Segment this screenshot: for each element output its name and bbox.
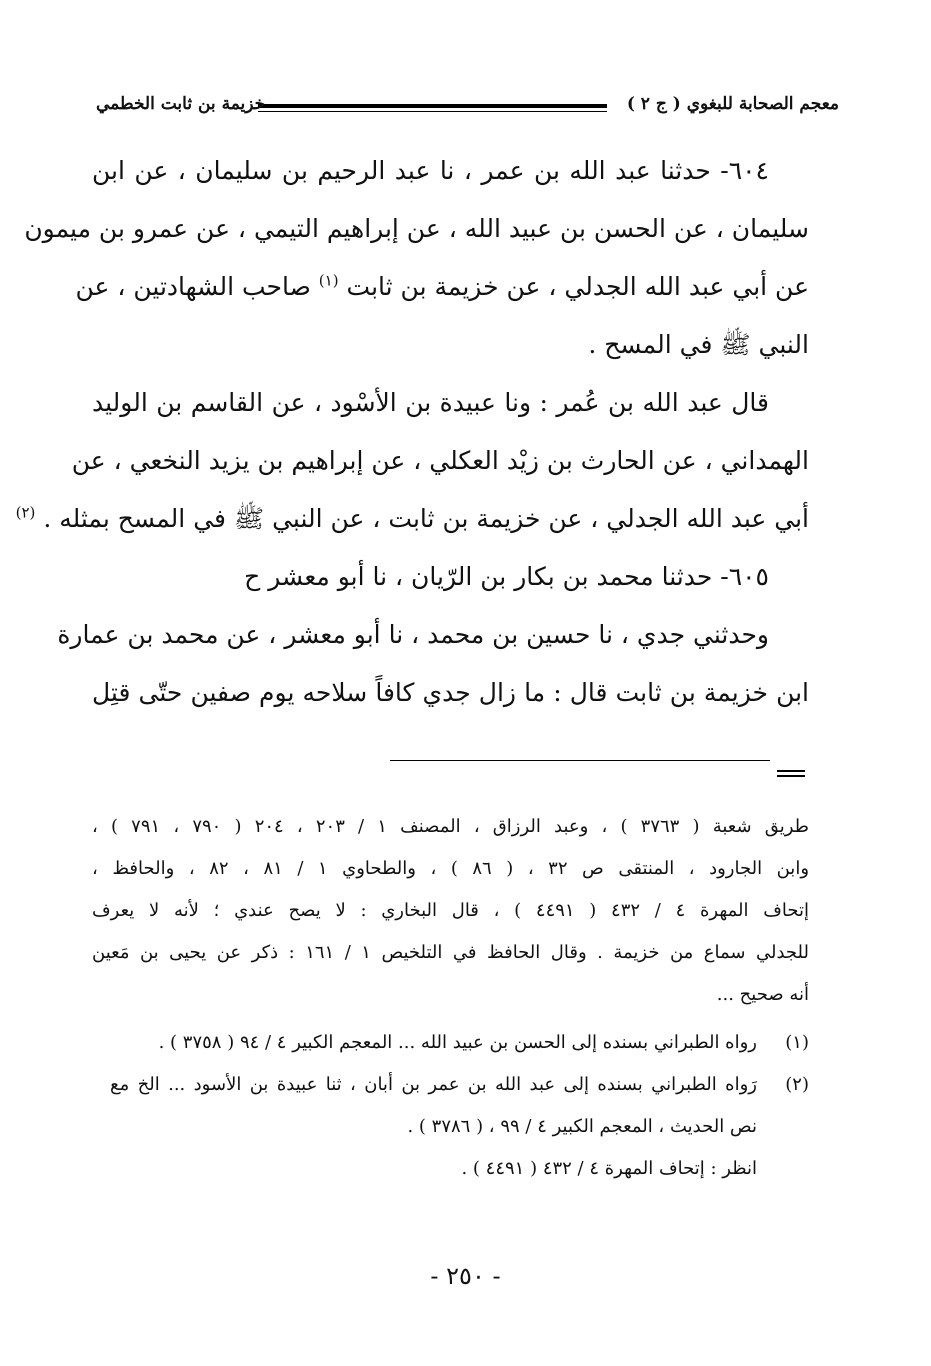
text-segment: أبي عبد الله الجدلي ، عن خزيمة بن ثابت ، عن النبي ﷺ في المسح بمثله . (43, 504, 809, 533)
footnote-text: انظر : إتحاف المهرة ٤ / ٤٣٢ ( ٤٤٩١ ) . (461, 1158, 757, 1179)
text-line: الهمداني ، عن الحارث بن زيْد العكلي ، عن إبراهيم بن يزيد النخعي ، عن (71, 446, 809, 475)
text-line: سليمان ، عن الحسن بن عبيد الله ، عن إبراهيم التيمي ، عن عمرو بن ميمون (24, 214, 809, 243)
footnote-separator (390, 760, 770, 761)
footnote-line: طريق شعبة ( ٣٧٦٣ ) ، وعبد الرزاق ، المصنف ١ / ٢٠٣ ، ٢٠٤ ( ٧٩٠ ، ٧٩١ ) ، (92, 816, 809, 837)
text-segment: صاحب الشهادتين ، عن (75, 272, 311, 301)
continuation-mark (777, 770, 805, 772)
footnote-1 (110, 1022, 809, 1064)
footnotes-continued (92, 806, 809, 1016)
footnote-line: للجدلي سماع من خزيمة . وقال الحافظ في التلخيص ١ / ١٦١ : ذكر عن يحيى بن مَعين (92, 942, 809, 963)
text-line: ٦٠٤- حدثنا عبد الله بن عمر ، نا عبد الرحيم بن سليمان ، عن ابن (92, 156, 769, 185)
page-number: - ٢٥٠ - (430, 1262, 501, 1290)
footnote-2-continued (110, 1106, 809, 1148)
text-line (15, 490, 809, 548)
header-rule-thin (258, 111, 607, 112)
text-line: النبي ﷺ في المسح . (588, 330, 809, 359)
footnote-line: أنه صحيح ... (716, 984, 809, 1005)
main-text (15, 142, 809, 722)
text-segment: عن أبي عبد الله الجدلي ، عن خزيمة بن ثابت (346, 272, 809, 301)
footnote-mark: (١) (318, 271, 339, 290)
footnote-2-continued (110, 1148, 809, 1190)
text-line: وحدثني جدي ، نا حسين بن محمد ، نا أبو معشر ، عن محمد بن عمارة (57, 620, 769, 649)
footnote-number: (٢) (785, 1074, 809, 1095)
header-book-title: معجم الصحابة للبغوي ( ج ٢ ) (626, 94, 839, 114)
header-rule (258, 104, 607, 108)
footnote-line: وابن الجارود ، المنتقى ص ٣٢ ، ( ٨٦ ) ، والطحاوي ١ / ٨١ ، ٨٢ ، والحافظ ، (92, 858, 810, 879)
header-entry-title: خزيمة بن ثابت الخطمي (96, 94, 266, 114)
running-header (96, 94, 839, 124)
footnote-text: نص الحديث ، المعجم الكبير ٤ / ٩٩ ، ( ٣٧٨٦ ) . (407, 1116, 757, 1137)
footnote-number: (١) (785, 1032, 809, 1053)
footnote-text: رَواه الطبراني بسنده إلى عبد الله بن عمر بن أبان ، ثنا عبيدة بن الأسود ... الخ مع (110, 1074, 758, 1095)
text-line: قال عبد الله بن عُمر : ونا عبيدة بن الأسْود ، عن القاسم بن الوليد (92, 388, 769, 417)
footnote-text: رواه الطبراني بسنده إلى الحسن بن عبيد الله ... المعجم الكبير ٤ / ٩٤ ( ٣٧٥٨ ) . (158, 1032, 757, 1053)
footnote-mark: (٢) (15, 503, 36, 522)
text-line: ٦٠٥- حدثنا محمد بن بكار بن الرّيان ، نا أبو معشر ح (244, 562, 769, 591)
continuation-mark (777, 775, 805, 777)
text-line (75, 258, 809, 316)
text-line: ابن خزيمة بن ثابت قال : ما زال جدي كافاً سلاحه يوم صفين حتّى قتِل (92, 678, 809, 707)
numbered-footnotes (110, 1022, 809, 1190)
footnote-2 (110, 1064, 809, 1106)
footnote-line: إتحاف المهرة ٤ / ٤٣٢ ( ٤٤٩١ ) ، قال البخاري : لا يصح عندي ؛ لأنه لا يعرف (92, 900, 810, 921)
